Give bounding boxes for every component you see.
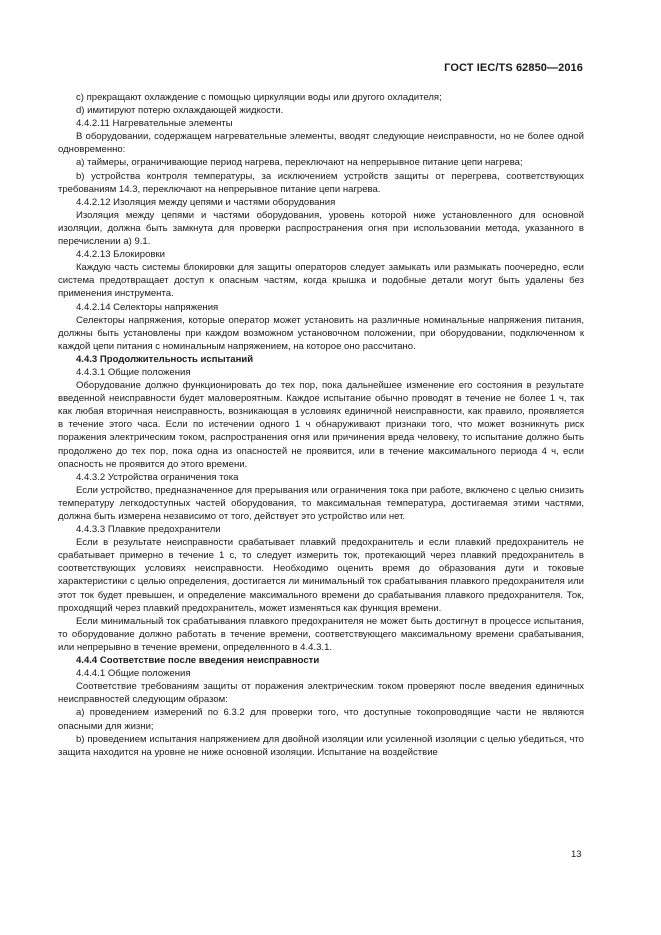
body-paragraph: 4.4.2.14 Селекторы напряжения bbox=[76, 301, 219, 313]
body-paragraph: b) устройства контроля температуры, за исключением устройств защиты от перегрева, соответствующих требованиям 14.3, переключают на непрерывное питание цепи нагрева. bbox=[58, 170, 584, 195]
body-paragraph: Если в результате неисправности срабатывает плавкий предохранитель и если плавкий предохранитель не срабатывает примерно в течение 1 с, то следует измерить ток, протекающий через плавкий предохранитель в соответствующих условиях неисправности. Необходимо оценить время до образования дуги и токовые характеристики с целью определения, достигается ли минимальный ток срабатывания плавкого предохранителя или этот ток будет превышен, и определение максимального времени до срабатывания плавкого предохранителя. Ток, проходящий через плавкий предохранитель, может изменяться как функция времени. bbox=[58, 537, 584, 614]
body-paragraph: 4.4.4.1 Общие положения bbox=[76, 668, 191, 680]
body-paragraph: Если минимальный ток срабатывания плавкого предохранителя не может быть достигнут в процессе испытания, то оборудование должно работать в течение времени, соответствующего максимальному времени срабатывания, или непрерывно в течение времени, определенного в 4.4.3.1. bbox=[58, 615, 584, 653]
body-paragraph: Изоляция между цепями и частями оборудования, уровень которой ниже установленного для основной изоляции, должна быть замкнута для проверки распространения огня при использовании метода, указанного в перечислении а) 9.1. bbox=[58, 209, 584, 248]
body-paragraph: Если устройство, предназначенное для прерывания или ограничения тока при работе, включено с целью снизить температуру легкодоступных частей оборудования, то максимальная температура, достигаемая этими частями, должна быть измерена независимо от того, действует это устройство или нет. bbox=[58, 484, 584, 522]
section-heading: 4.4.3 Продолжительность испытаний bbox=[76, 353, 254, 365]
body-paragraph: d) имитируют потерю охлаждающей жидкости. bbox=[76, 105, 284, 117]
body-paragraph: 4.4.2.13 Блокировки bbox=[76, 249, 166, 261]
body-paragraph: 4.4.2.11 Нагревательные элементы bbox=[76, 118, 233, 130]
document-header: ГОСТ IEC/TS 62850—2016 bbox=[444, 62, 583, 74]
body-paragraph: Каждую часть системы блокировки для защиты операторов следует замыкать или размыкать поочередно, если система предотвращает доступ к опасным частям, когда крышка и подобные детали могут быть удалены без применения инструмента. bbox=[58, 262, 584, 300]
body-paragraph: 4.4.2.12 Изоляция между цепями и частями оборудования bbox=[76, 196, 336, 208]
body-paragraph: 4.4.3.1 Общие положения bbox=[76, 366, 191, 378]
body-paragraph: a) таймеры, ограничивающие период нагрева, переключают на непрерывное питание цепи нагрева; bbox=[76, 157, 523, 169]
section-heading: 4.4.4 Соответствие после введения неисправности bbox=[76, 655, 320, 667]
body-paragraph: Селекторы напряжения, которые оператор может установить на различные номинальные напряжения питания, должны быть установлены при каждом возможном установочном положении, при оборудовании, подключенном к каждой цепи питания с номинальным напряжением, на которое оно рассчитано. bbox=[58, 314, 584, 352]
body-paragraph: c) прекращают охлаждение с помощью циркуляции воды или другого охладителя; bbox=[76, 92, 442, 103]
page-number: 13 bbox=[571, 849, 582, 860]
body-paragraph: 4.4.3.2 Устройства ограничения тока bbox=[76, 471, 239, 483]
body-paragraph: 4.4.3.3 Плавкие предохранители bbox=[76, 524, 221, 536]
document-body bbox=[58, 91, 584, 759]
body-paragraph: a) проведением измерений по 6.3.2 для проверки того, что доступные токопроводящие части не являются опасными для жизни; bbox=[58, 707, 584, 732]
body-paragraph: Оборудование должно функционировать до тех пор, пока дальнейшее изменение его состояния в результате введенной неисправности будет маловероятным. Каждое испытание обычно проводят в течение не более 1 ч, так как любая вторичная неисправность, возникающая в условиях единичной неисправности, как правило, проявляется в течение этого часа. Если по истечении одного 1 ч обнаруживают признаки того, что может возникнуть риск поражения электрическим током, распространения огня или причинения вреда человеку, то испытание должно быть продолжено до тех пор, пока одна из опасностей не проявится, или в течение максимального периода 4 ч, если опасность не проявится до этого времени. bbox=[58, 380, 584, 470]
body-paragraph: b) проведением испытания напряжением для двойной изоляции или усиленной изоляции с целью убедиться, что защита находится на уровне не ниже основной изоляции. Испытание на воздействие bbox=[58, 733, 584, 758]
body-paragraph: В оборудовании, содержащем нагревательные элементы, вводят следующие неисправности, но не более одной одновременно: bbox=[58, 131, 584, 156]
body-paragraph: Соответствие требованиям защиты от поражения электрическим током проверяют после введения единичных неисправностей следующим образом: bbox=[58, 681, 584, 706]
